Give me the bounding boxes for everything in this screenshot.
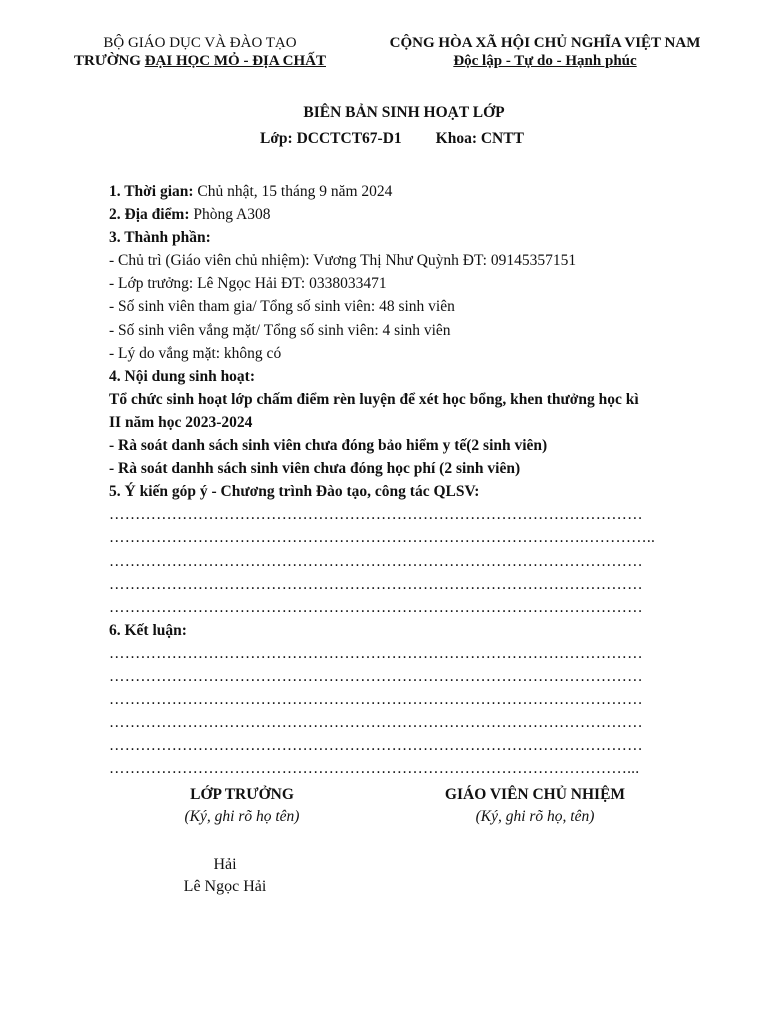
time-label: 1. Thời gian: bbox=[109, 183, 194, 200]
participants-label: 3. Thành phần: bbox=[109, 229, 211, 247]
time-value: Chủ nhật, 15 tháng 9 năm 2024 bbox=[193, 183, 393, 200]
participant-line: - Số sinh viên vắng mặt/ Tổng số sinh viên: 4 sinh viên bbox=[109, 321, 451, 339]
feedback-dotted-line: ………………………………………………………………………………………… bbox=[109, 506, 643, 524]
national-header bbox=[370, 34, 720, 70]
content-line: - Rà soát danhh sách sinh viên chưa đóng học phí (2 sinh viên) bbox=[109, 460, 521, 478]
class-label: Lớp: DCCTCT67-D1 bbox=[260, 130, 402, 147]
content-line: Tổ chức sinh hoạt lớp chấm điểm rèn luyện để xét học bổng, khen thưởng học kì bbox=[109, 390, 639, 408]
conclusion-dotted-line: ………………………………………………………………………………………... bbox=[109, 760, 640, 778]
conclusion-number: 6 bbox=[109, 621, 117, 639]
national-title: CỘNG HÒA XÃ HỘI CHỦ NGHĨA VIỆT NAM bbox=[389, 35, 701, 51]
class-monitor-signature: Hải bbox=[213, 856, 237, 873]
feedback-dotted-line: ……………………………………………………………………………….………….. bbox=[109, 529, 656, 547]
conclusion-dotted-line: ………………………………………………………………………………………… bbox=[109, 714, 643, 732]
university-prefix: TRƯỜNG bbox=[74, 53, 145, 69]
feedback-dotted-line: ………………………………………………………………………………………… bbox=[109, 598, 643, 616]
feedback-dotted-line: ………………………………………………………………………………………… bbox=[109, 552, 643, 570]
place-label: 2. Địa điểm: bbox=[109, 206, 190, 224]
content-line: II năm học 2023-2024 bbox=[109, 413, 253, 431]
participant-line: - Số sinh viên tham gia/ Tổng số sinh viên: 48 sinh viên bbox=[109, 298, 455, 316]
participant-line: - Lớp trưởng: Lê Ngọc Hải ĐT: 0338033471 bbox=[109, 275, 387, 293]
conclusion-dotted-line: ………………………………………………………………………………………… bbox=[109, 691, 643, 709]
class-monitor-title: LỚP TRƯỞNG bbox=[190, 786, 294, 803]
homeroom-teacher-note: (Ký, ghi rõ họ, tên) bbox=[475, 808, 595, 825]
class-monitor-name: Lê Ngọc Hải bbox=[183, 878, 267, 895]
time-line bbox=[109, 180, 709, 203]
document-body bbox=[109, 180, 709, 780]
place-value: Phòng A308 bbox=[189, 206, 271, 224]
feedback-label: 5. Ý kiến góp ý - Chương trình Đào tạo, công tác QLSV: bbox=[109, 483, 480, 501]
class-monitor-note: (Ký, ghi rõ họ tên) bbox=[184, 808, 300, 825]
content-label: 4. Nội dung sinh hoạt: bbox=[109, 367, 256, 385]
participant-line: - Lý do vắng mặt: không có bbox=[109, 344, 282, 362]
participant-line: - Chủ trì (Giáo viên chủ nhiệm): Vương Thị Như Quỳnh ĐT: 09145357151 bbox=[109, 252, 577, 270]
national-motto: Độc lập - Tự do - Hạnh phúc bbox=[453, 53, 637, 69]
class-monitor-signature-block bbox=[142, 784, 342, 828]
conclusion-dotted-line: ………………………………………………………………………………………… bbox=[109, 737, 643, 755]
ministry-header bbox=[62, 34, 338, 70]
class-info bbox=[260, 130, 524, 148]
content-line: - Rà soát danh sách sinh viên chưa đóng bảo hiểm y tế(2 sinh viên) bbox=[109, 437, 548, 455]
faculty-label: Khoa: CNTT bbox=[435, 130, 524, 147]
homeroom-teacher-signature-block bbox=[412, 784, 658, 828]
university-name bbox=[62, 52, 338, 70]
conclusion-label: . Kết luận: bbox=[116, 621, 187, 639]
conclusion-dotted-line: ………………………………………………………………………………………… bbox=[109, 667, 643, 685]
feedback-dotted-line: ………………………………………………………………………………………… bbox=[109, 575, 643, 593]
homeroom-teacher-title: GIÁO VIÊN CHỦ NHIỆM bbox=[444, 786, 626, 803]
university-name-underlined: ĐẠI HỌC MỎ - ĐỊA CHẤT bbox=[144, 53, 326, 69]
document-title: BIÊN BẢN SINH HOẠT LỚP bbox=[303, 104, 505, 121]
conclusion-heading bbox=[109, 619, 709, 642]
ministry-name: BỘ GIÁO DỤC VÀ ĐÀO TẠO bbox=[103, 35, 297, 51]
place-line bbox=[109, 203, 709, 226]
conclusion-dotted-line: ………………………………………………………………………………………… bbox=[109, 644, 643, 662]
